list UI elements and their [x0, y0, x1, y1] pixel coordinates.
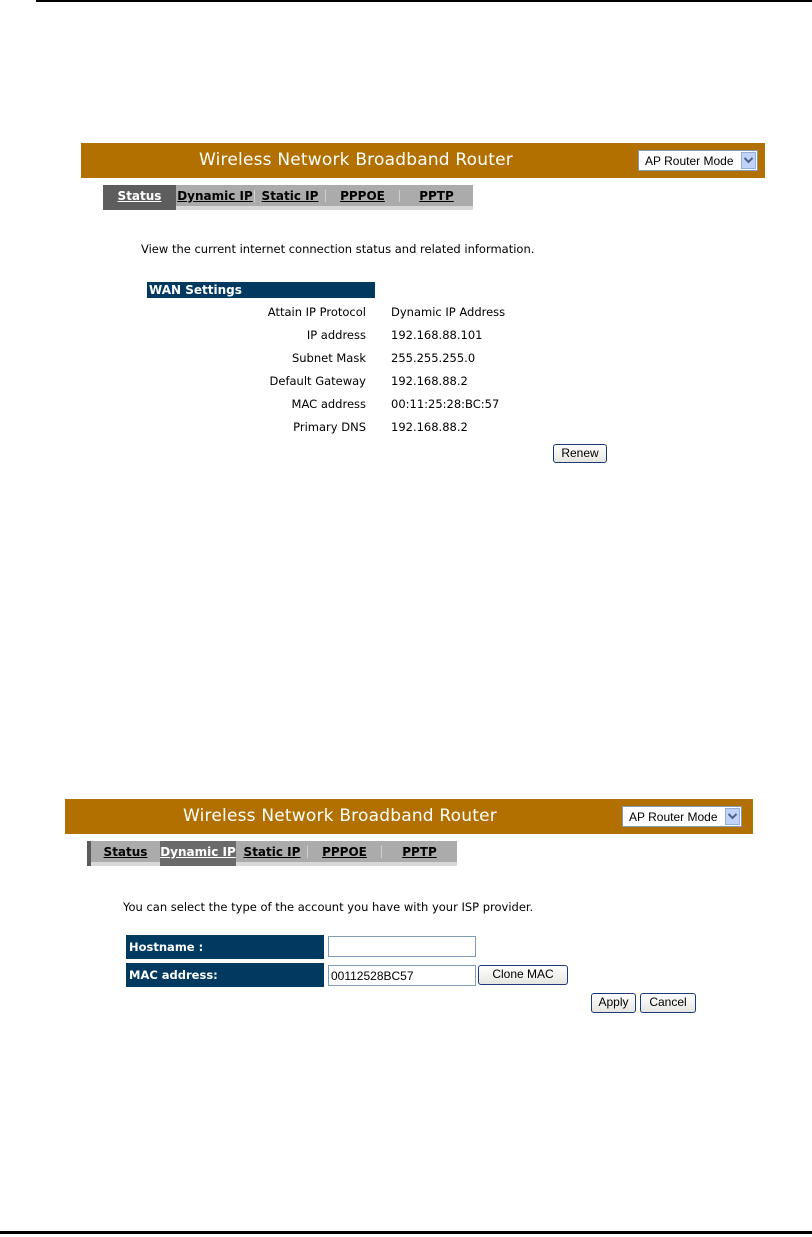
status-description: View the current internet connection status and related information.	[141, 242, 535, 256]
mode-select-value: AP Router Mode	[645, 154, 734, 168]
chevron-down-icon[interactable]	[725, 808, 740, 825]
row-label-subnet-mask: Subnet Mask	[291, 351, 366, 365]
tab-static-ip[interactable]: Static IP	[243, 845, 301, 859]
dynamic-header-banner	[65, 799, 753, 834]
router-title: Wireless Network Broadband Router	[199, 150, 513, 170]
tab-status[interactable]: Status	[103, 185, 176, 210]
row-value-mac-address: 00:11:25:28:BC:57	[391, 397, 500, 411]
mode-select[interactable]	[638, 150, 758, 171]
tab-pppoe[interactable]: PPPOE	[322, 845, 367, 859]
tab-static-ip[interactable]: Static IP	[261, 189, 319, 203]
hostname-label: Hostname :	[126, 935, 324, 959]
status-header-banner	[81, 143, 765, 178]
tab-status[interactable]: Status	[103, 845, 148, 859]
row-label-default-gateway: Default Gateway	[269, 374, 366, 388]
dynamic-tab-bar	[87, 841, 457, 866]
row-label-mac-address: MAC address	[291, 397, 366, 411]
router-title: Wireless Network Broadband Router	[183, 806, 497, 826]
renew-button[interactable]: Renew	[553, 444, 607, 463]
tab-pppoe[interactable]: PPPOE	[340, 189, 385, 203]
chevron-down-icon[interactable]	[741, 152, 756, 169]
wan-settings-header: WAN Settings	[147, 282, 375, 298]
row-value-default-gateway: 192.168.88.2	[391, 374, 468, 388]
cancel-button[interactable]: Cancel	[640, 993, 696, 1013]
page-top-rule	[36, 0, 812, 2]
dynamic-description: You can select the type of the account you have with your ISP provider.	[123, 900, 534, 914]
mode-select[interactable]	[622, 806, 742, 827]
row-label-attain-ip-protocol: Attain IP Protocol	[267, 305, 366, 319]
mode-select-value: AP Router Mode	[629, 810, 718, 824]
tab-pptp[interactable]: PPTP	[419, 189, 454, 203]
hostname-field[interactable]	[328, 936, 476, 957]
apply-button[interactable]: Apply	[591, 993, 636, 1013]
tab-pptp[interactable]: PPTP	[402, 845, 437, 859]
tab-dynamic-ip[interactable]: Dynamic IP	[177, 189, 253, 203]
mac-address-field[interactable]	[328, 965, 476, 986]
row-value-attain-ip-protocol: Dynamic IP Address	[391, 305, 506, 319]
row-value-ip-address: 192.168.88.101	[391, 328, 483, 342]
row-label-primary-dns: Primary DNS	[293, 420, 366, 434]
tab-dynamic-ip[interactable]: Dynamic IP	[160, 841, 236, 866]
row-value-subnet-mask: 255.255.255.0	[391, 351, 476, 365]
row-value-primary-dns: 192.168.88.2	[391, 420, 468, 434]
page-bottom-rule	[0, 1231, 812, 1234]
mac-address-label: MAC address:	[126, 963, 324, 987]
clone-mac-button[interactable]: Clone MAC	[478, 965, 568, 985]
status-tab-bar	[103, 185, 473, 210]
row-label-ip-address: IP address	[306, 328, 366, 342]
